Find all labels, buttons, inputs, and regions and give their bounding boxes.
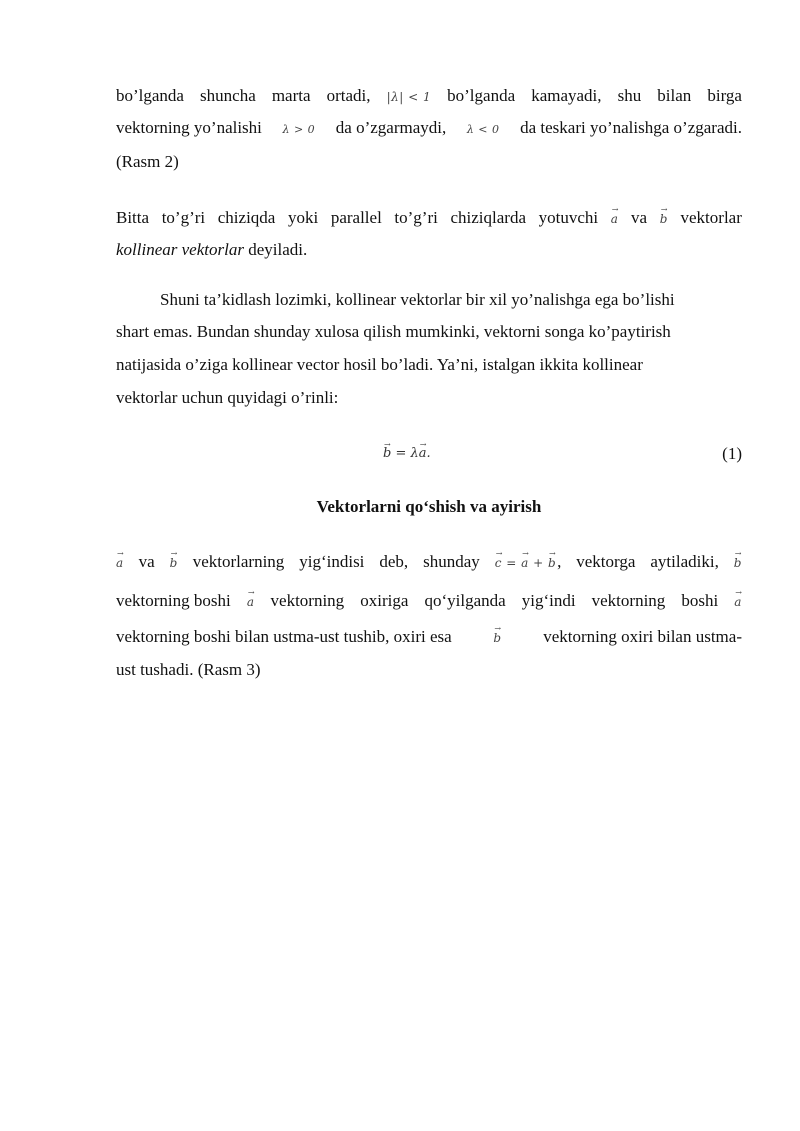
word: parallel xyxy=(330,208,382,227)
vector-b: → b xyxy=(170,553,178,573)
paragraph-4-line-1 xyxy=(116,552,742,573)
word: vektorning xyxy=(270,591,345,610)
word: kamayadi, xyxy=(531,86,602,105)
sum-operator: = xyxy=(501,556,522,570)
paragraph-4-line-4: ust tushadi. (Rasm 3) xyxy=(116,660,261,679)
paragraph-2-line-2 xyxy=(116,240,742,260)
word: vektorga xyxy=(576,552,636,571)
paragraph-1-line-2 xyxy=(116,118,742,140)
equation-number: (1) xyxy=(722,444,742,463)
vector-b: → b xyxy=(734,553,742,573)
vector-a: → a xyxy=(419,444,427,464)
text-segment: vektorning yo’nalishi xyxy=(116,118,262,137)
word: vektorlarning xyxy=(192,552,285,571)
word: deb, xyxy=(379,552,409,571)
term-kollinear-vektorlar: kollinear vektorlar xyxy=(116,240,244,259)
word: yoki xyxy=(287,208,319,227)
word: oxiriga xyxy=(360,591,409,610)
word: to’g’ri xyxy=(394,208,438,227)
vector-b: → b xyxy=(548,553,556,573)
word: shuncha xyxy=(200,86,256,105)
vector-a: → a xyxy=(734,592,742,612)
paragraph-1-line-3: (Rasm 2) xyxy=(116,152,179,171)
paragraph-1-line-1 xyxy=(116,86,742,107)
text-segment: vektorning boshi xyxy=(116,591,231,610)
paragraph-3-line-2: shart emas. Bundan shunday xulosa qilish mumkinki, vektorni songa ko’paytirish xyxy=(116,322,671,341)
paragraph-3-line-3: natijasida o’ziga kollinear vector hosil bo’ladi. Ya’ni, istalgan ikkita kollinear xyxy=(116,355,643,374)
formula-abs-lambda: |λ| < 1 xyxy=(386,90,432,104)
paragraph-4-line-2 xyxy=(116,591,742,612)
equation xyxy=(383,444,431,464)
formula-vector-sum xyxy=(495,553,556,573)
word: bo’lganda xyxy=(116,86,184,105)
word: yig‘indisi xyxy=(299,552,365,571)
word: chiziqlarda xyxy=(450,208,526,227)
text-segment: vektorning boshi bilan ustma-ust tushib, oxiri esa xyxy=(116,627,452,646)
word: bo’lganda xyxy=(447,86,516,105)
word: shu xyxy=(617,86,642,105)
paragraph-2-line-1 xyxy=(116,208,742,229)
vector-a: → a xyxy=(611,209,619,229)
vector-c: → c xyxy=(495,553,502,573)
formula-lambda-negative: λ < 0 xyxy=(466,123,500,136)
text-segment: vektorning oxiri bilan ustma- xyxy=(543,627,742,646)
word: yotuvchi xyxy=(538,208,599,227)
vector-a: → a xyxy=(247,592,255,612)
text-segment: da o’zgarmaydi, xyxy=(335,118,447,137)
vector-a: → a xyxy=(521,553,529,573)
text-segment: deyiladi. xyxy=(243,240,308,259)
text-segment: da teskari yo’nalishga o’zgaradi. xyxy=(520,118,742,137)
word: shunday xyxy=(423,552,480,571)
equation-operator: = λ xyxy=(391,446,419,461)
word: Bitta xyxy=(116,208,150,227)
comma: , xyxy=(557,552,562,571)
word: va xyxy=(138,552,155,571)
word: chiziqda xyxy=(217,208,276,227)
vector-b: → b xyxy=(493,628,501,648)
paragraph-4-line-3 xyxy=(116,627,742,648)
vector-a: → a xyxy=(116,553,124,573)
text-line: Shuni ta’kidlash lozimki, kollinear vektorlar bir xil yo’nalishga ega bo’lishi xyxy=(160,290,675,309)
equation-end: . xyxy=(426,446,431,461)
word: bilan xyxy=(657,86,692,105)
word: vektorning xyxy=(591,591,666,610)
word: va xyxy=(631,208,648,227)
word: vektorlar xyxy=(680,208,742,227)
word: ortadi, xyxy=(326,86,371,105)
vector-b: → b xyxy=(383,444,391,464)
sum-operator: + xyxy=(528,556,548,570)
section-heading: Vektorlarni qo‘shish va ayirish xyxy=(316,497,542,516)
word: to’g’ri xyxy=(161,208,206,227)
word: boshi xyxy=(681,591,719,610)
paragraph-3-line-1 xyxy=(160,290,742,310)
word: qo‘yilganda xyxy=(424,591,506,610)
word: marta xyxy=(271,86,311,105)
formula-lambda-positive: λ > 0 xyxy=(282,123,316,136)
word: yig‘indi xyxy=(521,591,576,610)
vector-b: → b xyxy=(660,209,668,229)
word: aytiladiki, xyxy=(650,552,719,571)
word: birga xyxy=(707,86,742,105)
paragraph-3-line-4: vektorlar uchun quyidagi o’rinli: xyxy=(116,388,339,407)
